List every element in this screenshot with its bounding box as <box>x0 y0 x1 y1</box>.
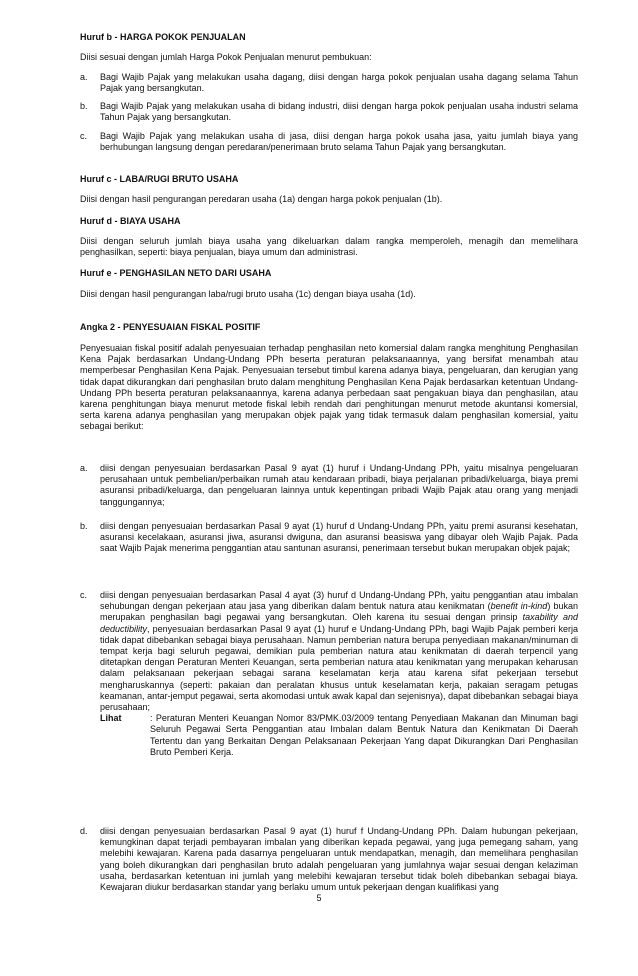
page-number: 5 <box>316 893 322 903</box>
list-item <box>80 72 578 94</box>
list-item-label: a. <box>80 72 88 82</box>
list-item-label: a. <box>80 463 88 473</box>
heading-huruf-b: Huruf b - HARGA POKOK PENJUALAN <box>80 32 246 42</box>
list-item <box>80 101 578 123</box>
list-item-label: d. <box>80 826 88 836</box>
heading-huruf-c: Huruf c - LABA/RUGI BRUTO USAHA <box>80 174 239 184</box>
list-item-text: diisi dengan penyesuaian berdasarkan Pasal 9 ayat (1) huruf d Undang-Undang PPh, yaitu premi asuransi kesehatan, asuransi kecelakaan, asuransi jiwa, asuransi dwiguna, dan asuransi beasiswa yang dibayar oleh Wajib Pajak. Pada saat Wajib Pajak menerima penggantian atau santunan asuransi, penerimaan tersebut bukan merupakan objek pajak; <box>100 521 578 554</box>
huruf-e-body: Diisi dengan hasil pengurangan laba/rugi bruto usaha (1c) dengan biaya usaha (1d). <box>80 289 416 299</box>
list-item-text: Bagi Wajib Pajak yang melakukan usaha dagang, diisi dengan harga pokok penjualan usaha dagang selama Tahun Pajak yang bersangkutan. <box>100 72 578 94</box>
heading-huruf-e: Huruf e - PENGHASILAN NETO DARI USAHA <box>80 268 272 278</box>
list-item-text: diisi dengan penyesuaian berdasarkan Pasal 9 ayat (1) huruf i Undang-Undang PPh, yaitu misalnya pengeluaran perusahaan untuk pembelian/perbaikan rumah atau kendaraan pribadi, biaya perjalanan pribadi/keluarga, biaya premi asuransi pribadi/keluarga, dan pengeluaran lainnya untuk kepentingan pribadi Wajib Pajak atau orang yang menjadi tanggungannya; <box>100 463 578 507</box>
heading-huruf-d: Huruf d - BIAYA USAHA <box>80 216 181 226</box>
list-item-label: c. <box>80 590 88 600</box>
lihat-reference <box>100 713 578 758</box>
list-item <box>80 131 578 153</box>
huruf-b-intro: Diisi sesuai dengan jumlah Harga Pokok Penjualan menurut pembukuan: <box>80 52 372 62</box>
huruf-c-body: Diisi dengan hasil pengurangan peredaran usaha (1a) dengan harga pokok penjualan (1b). <box>80 194 443 204</box>
heading-angka-2: Angka 2 - PENYESUAIAN FISKAL POSITIF <box>80 322 261 332</box>
item-c-text-3: , penyesuaian berdasarkan Pasal 9 ayat (1) huruf e Undang-Undang PPh, bagi Wajib Pajak pemberi kerja tidak dapat dibebankan sebagai biaya perusahaan. Namun pemberian natura berupa penyediaan makanan/minuman di tempat kerja bagi seluruh pegawai, demikian pula pemberian natura atau kenikmatan di daerah terpencil yang ditetapkan dengan Peraturan Menteri Keuangan, serta pemberian natura atau kenikmatan yang merupakan keharusan dalam pelaksanaan pekerjaan sebagai sarana keselamatan kerja atau karena sifat pekerjaan tersebut mengharuskannya (seperti: pakaian dan peralatan khusus untuk keselamatan kerja, pakaian seragam petugas keamanan, antar-jemput pegawai, serta akomodasi untuk awak kapal dan sejenisnya), dapat dibebankan sebagai biaya perusahaan; <box>100 623 578 713</box>
lihat-text: : Peraturan Menteri Keuangan Nomor 83/PMK.03/2009 tentang Penyediaan Makanan dan Minuman bagi Seluruh Pegawai Serta Penggantian atau Imbalan dalam Bentuk Natura dan Kenikmatan Di Daerah Tertentu dan yang Berkaitan Dengan Pelaksanaan Pekerjaan Yang dapat Dikurangkan Dari Penghasilan Bruto Pemberi Kerja. <box>150 713 578 757</box>
item-c-emphasis-2: taxability and deductibility <box>100 612 578 634</box>
list-item-text <box>100 590 578 713</box>
list-item <box>80 521 578 555</box>
list-item-label: b. <box>80 101 88 111</box>
list-item <box>80 826 578 893</box>
lihat-label: Lihat <box>100 713 122 724</box>
list-item-label: b. <box>80 521 88 531</box>
list-item-label: c. <box>80 131 88 141</box>
item-c-text-2: ) bukan merupakan penghasilan bagi pegawai yang bersangkutan. Oleh karena itu sesuai dengan prinsip <box>100 601 578 623</box>
list-item-text: diisi dengan penyesuaian berdasarkan Pasal 9 ayat (1) huruf f Undang-Undang PPh. Dalam hubungan pekerjaan, kemungkinan dapat terjadi pembayaran imbalan yang diberikan kepada pegawai, yang juga pemegang saham, yang melebihi kewajaran. Karena pada dasarnya pengeluaran untuk mendapatkan, menagih, dan memelihara penghasilan yang boleh dikurangkan dari penghasilan bruto adalah pengeluaran yang jumlahnya wajar sesuai dengan kelaziman usaha, berdasarkan ketentuan ini jumlah yang melebihi kewajaran tersebut tidak boleh dibebankan sebagai biaya. Kewajaran diukur berdasarkan standar yang berlaku umum untuk pekerjaan dengan kualifikasi yang <box>100 826 578 893</box>
angka-2-body: Penyesuaian fiskal positif adalah penyesuaian terhadap penghasilan neto komersial dalam rangka menghitung Penghasilan Kena Pajak berdasarkan Undang-Undang PPh beserta peraturan pelaksanaannya, yang bersifat menambah atau memperbesar Penghasilan Kena Pajak. Penyesuaian tersebut timbul karena adanya biaya, pengeluaran, dan kerugian yang tidak dapat dikurangkan dari penghasilan bruto dalam menghitung Penghasilan Kena Pajak berdasarkan ketentuan Undang-Undang PPh beserta peraturan pelaksanaannya, karena adanya perbedaan saat pengakuan biaya dan penghasilan, atau karena penghitungan biaya menurut metode fiskal lebih rendah dari penghitungan menurut metode akuntansi komersial, serta karena adanya penghasilan yang merupakan objek pajak yang tidak termasuk dalam penghasilan komersial, yaitu sebagai berikut: <box>80 343 578 432</box>
huruf-d-body: Diisi dengan seluruh jumlah biaya usaha yang dikeluarkan dalam rangka memperoleh, menagih dan memelihara penghasilkan, seperti: biaya penjualan, biaya umum dan administrasi. <box>80 236 578 258</box>
list-item-text: Bagi Wajib Pajak yang melakukan usaha di jasa, diisi dengan harga pokok usaha jasa, yaitu jumlah biaya yang berhubungan langsung dengan peredaran/penerimaan bruto selama Tahun Pajak yang bersangkutan. <box>100 131 578 153</box>
list-item-text: Bagi Wajib Pajak yang melakukan usaha di bidang industri, diisi dengan harga pokok penjualan usaha industri selama Tahun Pajak yang bersangkutan. <box>100 101 578 123</box>
item-c-text-1: diisi dengan penyesuaian berdasarkan Pasal 4 ayat (3) huruf d Undang-Undang PPh, yaitu penggantian atau imbalan sehubungan dengan pekerjaan atau jasa yang diberikan dalam bentuk natura atau kenikmatan ( <box>100 590 578 612</box>
list-item <box>80 463 578 508</box>
list-item <box>80 590 578 758</box>
item-c-emphasis-1: benefit in-kind <box>490 601 548 612</box>
